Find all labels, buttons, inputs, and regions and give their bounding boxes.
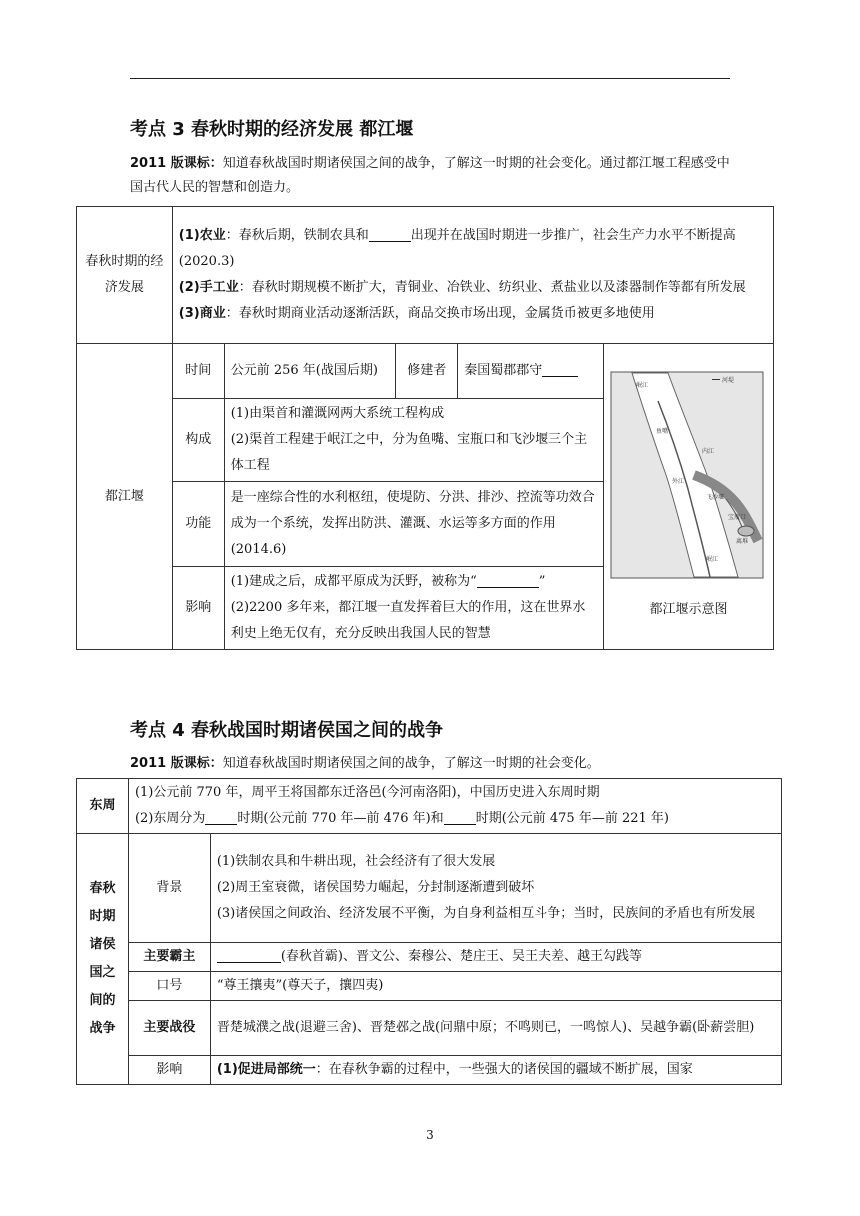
background-content: (1)铁制农具和牛耕出现，社会经济有了很大发展 (2)周王室衰微，诸侯国势力崛起，分封制逐渐遭到破坏 (3)诸侯国之间政治、经济发展不平衡，为自身利益相互斗争；当时，民族间的矛盾也有所发展 — [210, 834, 781, 943]
slogan-row — [77, 972, 782, 1001]
battle-label: 主要战役 — [128, 1001, 210, 1056]
fill-blank[interactable] — [217, 946, 281, 963]
fill-blank[interactable] — [369, 225, 411, 242]
dongzhou-row — [77, 779, 782, 834]
map-label-outer: 外江 — [671, 477, 684, 485]
section4-table — [76, 778, 782, 1085]
fill-blank[interactable] — [542, 360, 578, 377]
map-legend: 河堤 — [721, 376, 734, 384]
function-label: 功能 — [172, 482, 224, 567]
hegemon-content: (春秋首霸)、晋文公、秦穆公、楚庄王、吴王夫差、越王勾践等 — [210, 943, 781, 972]
dujiangyan-map — [610, 371, 764, 579]
section4-title: 考点 4 春秋战国时期诸侯国之间的战争 — [130, 720, 444, 741]
standard-text: 知道春秋战国时期诸侯国之间的战争，了解这一时期的社会变化。通过都江堰工程感受中国古代人民的智慧和创造力。 — [130, 156, 730, 195]
map-cell — [603, 344, 773, 650]
impact-label: 影响 — [172, 567, 224, 650]
map-label-feishayan: 飞沙堰 — [705, 493, 724, 501]
time-value: 公元前 256 年(战国后期) — [224, 344, 396, 399]
dujiangyan-time-row — [77, 344, 774, 399]
slogan-label: 口号 — [128, 972, 210, 1001]
function-content: 是一座综合性的水利枢纽，使堤防、分洪、排沙、控流等功效合成为一个系统，发挥出防洪、灌溉、水运等多方面的作用 (2014.6) — [224, 482, 603, 567]
battle-content: 晋楚城濮之战(退避三舍)、晋楚邲之战(问鼎中原；不鸣则已，一鸣惊人)、吴越争霸(卧薪尝胆) — [210, 1001, 781, 1056]
standard-label: 2011 版课标： — [130, 156, 223, 171]
map-label-minjiang-bottom: 岷江 — [705, 555, 718, 563]
economy-header: 春秋时期的经济发展 — [77, 207, 173, 344]
economy-agriculture: (1)农业：春秋后期，铁制农具和 出现并在战国时期进一步推广，社会生产力水平不断提高(2020.3) — [179, 223, 767, 275]
hegemon-label: 主要霸主 — [128, 943, 210, 972]
compose-content: (1)由渠首和灌溉网两大系统工程构成 (2)渠首工程建于岷江之中，分为鱼嘴、宝瓶口和飞沙堰三个主体工程 — [224, 399, 603, 482]
dongzhou-content: (1)公元前 770 年，周平王将国都东迁洛邑(今河南洛阳)，中国历史进入东周时期 (2)东周分为 时期(公元前 770 年—前 476 年)和 时期(公元前 475 年—前 221 年) — [128, 779, 781, 834]
war-header: 春秋时期诸侯国之间的战争 — [77, 834, 129, 1085]
fill-blank[interactable] — [205, 808, 237, 825]
map-label-lidui: 离堆 — [735, 537, 748, 545]
map-label-baopingkou: 宝瓶口 — [727, 513, 746, 521]
standard-label: 2011 版课标： — [130, 756, 223, 771]
section4-standard — [130, 752, 740, 776]
standard-text: 知道春秋战国时期诸侯国之间的战争，了解这一时期的社会变化。 — [222, 756, 600, 771]
map-label-inner: 内江 — [701, 447, 714, 455]
economy-commerce: (3)商业：春秋时期商业活动逐渐活跃，商品交换市场出现，金属货币被更多地使用 — [178, 306, 655, 321]
background-row — [77, 834, 782, 943]
map-label-fish-mouth: 鱼嘴 — [655, 427, 668, 435]
compose-label: 构成 — [172, 399, 224, 482]
fill-blank[interactable] — [444, 808, 476, 825]
section3-title: 考点 3 春秋时期的经济发展 都江堰 — [130, 119, 414, 140]
section3-standard — [130, 152, 740, 200]
slogan-content: “尊王攘夷”(尊天子，攘四夷) — [210, 972, 781, 1001]
section3-table — [76, 206, 774, 650]
war-impact-content: (1)促进局部统一：在春秋争霸的过程中，一些强大的诸侯国的疆域不断扩展，国家 — [210, 1056, 781, 1085]
impact-content: (1)建成之后，成都平原成为沃野，被称为“ ” (2)2200 多年来，都江堰一直发挥着巨大的作用，这在世界水利史上绝无仅有，充分反映出我国人民的智慧 — [224, 567, 603, 650]
map-label-minjiang-top: 岷江 — [635, 381, 648, 389]
economy-handicraft: (2)手工业：春秋时期规模不断扩大，青铜业、冶铁业、纺织业、煮盐业以及漆器制作等都有所发展 — [178, 280, 746, 295]
battle-row — [77, 1001, 782, 1056]
impact-row — [77, 1056, 782, 1085]
economy-content — [172, 207, 773, 344]
economy-row — [77, 207, 774, 344]
builder-value: 秦国蜀郡郡守 — [458, 344, 604, 399]
fill-blank[interactable] — [477, 571, 539, 588]
hegemon-row — [77, 943, 782, 972]
time-label: 时间 — [172, 344, 224, 399]
background-label: 背景 — [128, 834, 210, 943]
dujiangyan-header: 都江堰 — [77, 344, 173, 650]
map-caption: 都江堰示意图 — [649, 601, 728, 617]
header-rule — [130, 78, 730, 79]
builder-label: 修建者 — [396, 344, 458, 399]
dongzhou-label: 东周 — [77, 779, 129, 834]
page-number: 3 — [426, 1128, 434, 1142]
war-impact-label: 影响 — [128, 1056, 210, 1085]
